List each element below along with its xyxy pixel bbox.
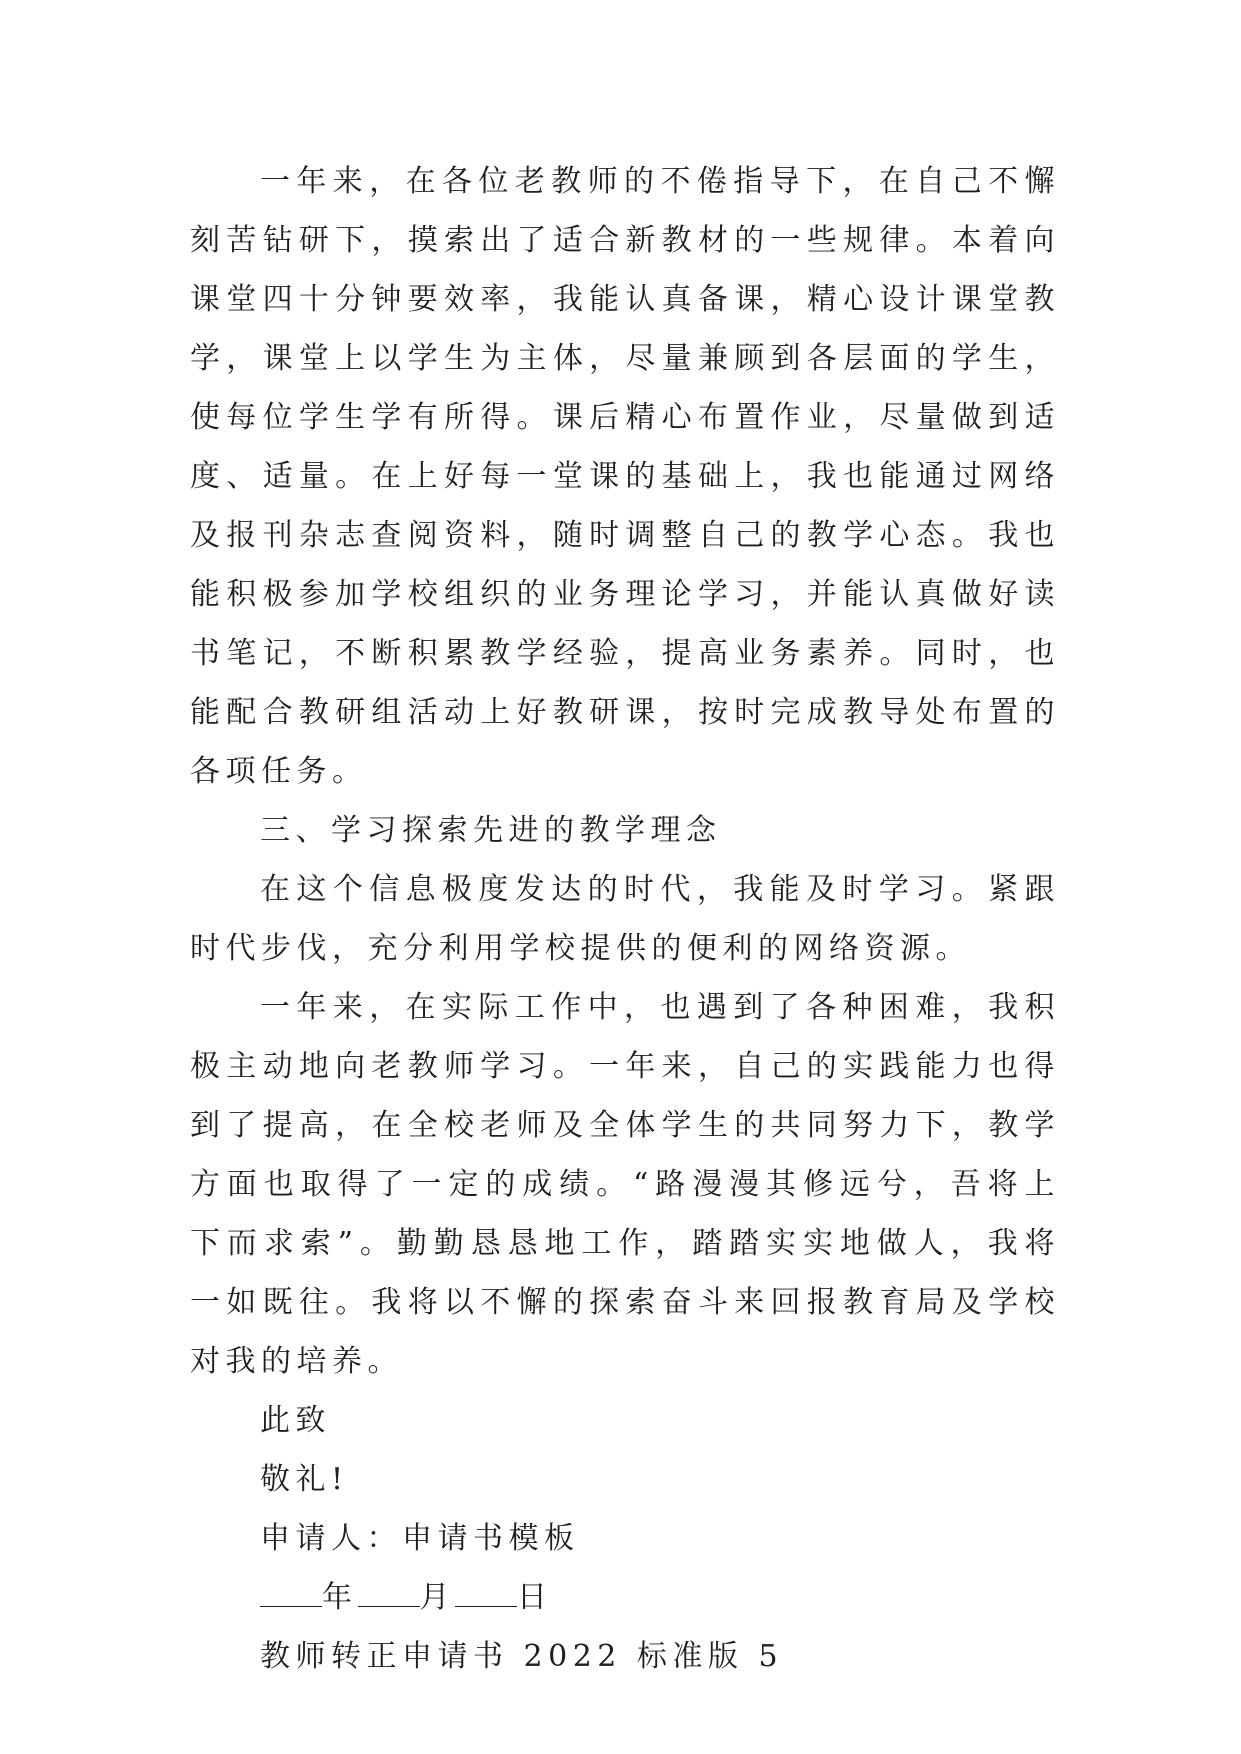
paragraph-teaching-practice: 一年来，在各位老教师的不倦指导下，在自己不懈刻苦钻研下，摸索出了适合新教材的一些规律。本着向课堂四十分钟要效率，我能认真备课，精心设计课堂教学，课堂上以学生为主体，尽量兼顾到各层面的学生，使每位学生学有所得。课后精心布置作业，尽量做到适度、适量。在上好每一堂课的基础上，我也能通过网络及报刊杂志查阅资料，随时调整自己的教学心态。我也能积极参加学校组织的业务理论学习，并能认真做好读书笔记，不断积累教学经验，提高业务素养。同时，也能配合教研组活动上好教研课，按时完成教导处布置的各项任务。 [190, 164, 1060, 789]
section-heading-three: 三、学习探索先进的教学理念 [260, 813, 722, 848]
document-body [190, 152, 1060, 1686]
date-line [190, 1568, 1060, 1627]
date-day-label: 日 [517, 1580, 553, 1615]
paragraph-summary: 一年来，在实际工作中，也遇到了各种困难，我积极主动地向老教师学习。一年来，自己的实践能力也得到了提高，在全校老师及全体学生的共同努力下，教学方面也取得了一定的成绩。“路漫漫其修远兮，吾将上下而求索”。勤勤恳恳地工作，踏踏实实地做人，我将一如既往。我将以不懈的探索奋斗来回报教育局及学校对我的培养。 [190, 990, 1060, 1379]
next-document-title: 教师转正申请书 2022 标准版 5 [260, 1639, 784, 1674]
year-blank [260, 1605, 322, 1607]
closing-regards: 敬礼! [260, 1462, 349, 1497]
closing-salutation: 此致 [260, 1403, 331, 1438]
date-year-label: 年 [322, 1580, 358, 1615]
date-month-label: 月 [419, 1580, 455, 1615]
applicant-line: 申请人：申请书模板 [260, 1521, 580, 1556]
paragraph-learning: 在这个信息极度发达的时代，我能及时学习。紧跟时代步伐，充分利用学校提供的便利的网络资源。 [190, 872, 1060, 966]
month-blank [358, 1605, 420, 1607]
day-blank [455, 1605, 517, 1607]
